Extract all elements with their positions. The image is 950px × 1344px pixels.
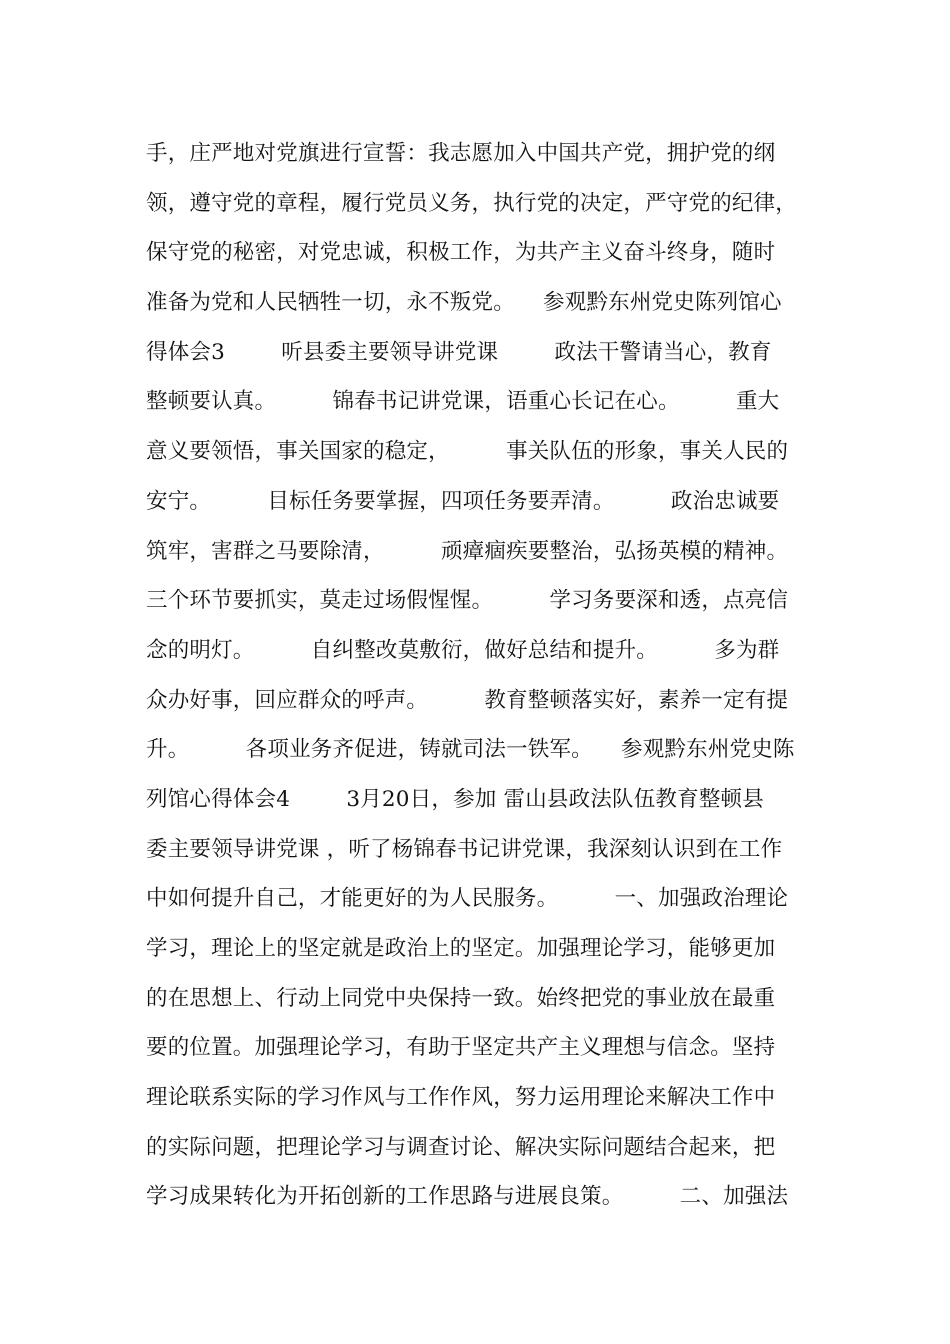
text-line: 学习成果转化为开拓创新的工作思路与进展良策。 二、加强法 <box>146 1184 789 1210</box>
text-line: 领，遵守党的章程，履行党员义务，执行党的决定，严守党的纪律， <box>146 190 798 216</box>
text-line: 的实际问题，把理论学习与调查讨论、解决实际问题结合起来，把 <box>146 1134 776 1160</box>
body-text <box>146 134 836 1227</box>
text-line: 手，庄严地对党旗进行宣誓：我志愿加入中国共产党，拥护党的纲 <box>146 141 776 166</box>
text-line: 学习，理论上的坚定就是政治上的坚定。加强理论学习，能够更加 <box>146 936 776 961</box>
text-line: 准备为党和人民牺牲一切，永不叛党。 参观黔东州党史陈列馆心 <box>146 290 782 316</box>
text-line: 保守党的秘密，对党忠诚，积极工作，为共产主义奋斗终身，随时 <box>146 240 776 266</box>
text-line: 委主要领导讲党课 ，听了杨锦春书记讲党课，我深刻认识到在工作 <box>146 836 783 862</box>
text-line: 升。 各项业务齐促进，铸就司法一铁军。 参观黔东州党史陈 <box>146 737 795 763</box>
text-line: 列馆心得体会4 3月20日，参加 雷山县政法队伍教育整顿县 <box>146 786 764 812</box>
text-line: 念的明灯。 自纠整改莫敷衍，做好总结和提升。 多为群 <box>146 637 780 663</box>
text-line: 三个环节要抓实，莫走过场假惺惺。 学习务要深和透，点亮信 <box>146 588 789 614</box>
text-line: 中如何提升自己，才能更好的为人民服务。 一、加强政治理论 <box>146 886 789 912</box>
text-line: 整顿要认真。 锦春书记讲党课，语重心长记在心。 重大 <box>146 389 780 415</box>
text-line: 理论联系实际的学习作风与工作作风，努力运用理论来解决工作中 <box>146 1085 776 1111</box>
text-line: 安宁。 目标任务要掌握，四项任务要弄清。 政治忠诚要 <box>146 488 780 514</box>
text-line: 筑牢，害群之马要除清， 顽瘴痼疾要整治，弘扬英模的精神。 <box>146 538 789 564</box>
text-line: 众办好事，回应群众的呼声。 教育整顿落实好，素养一定有提 <box>146 687 789 713</box>
text-line: 要的位置。加强理论学习，有助于坚定共产主义理想与信念。坚持 <box>146 1035 776 1061</box>
text-line: 得体会3 听县委主要领导讲党课 政法干警请当心，教育 <box>146 339 772 365</box>
text-line: 意义要领悟，事关国家的稳定， 事关队伍的形象，事关人民的 <box>146 439 789 465</box>
text-line: 的在思想上、行动上同党中央保持一致。始终把党的事业放在最重 <box>146 985 776 1011</box>
